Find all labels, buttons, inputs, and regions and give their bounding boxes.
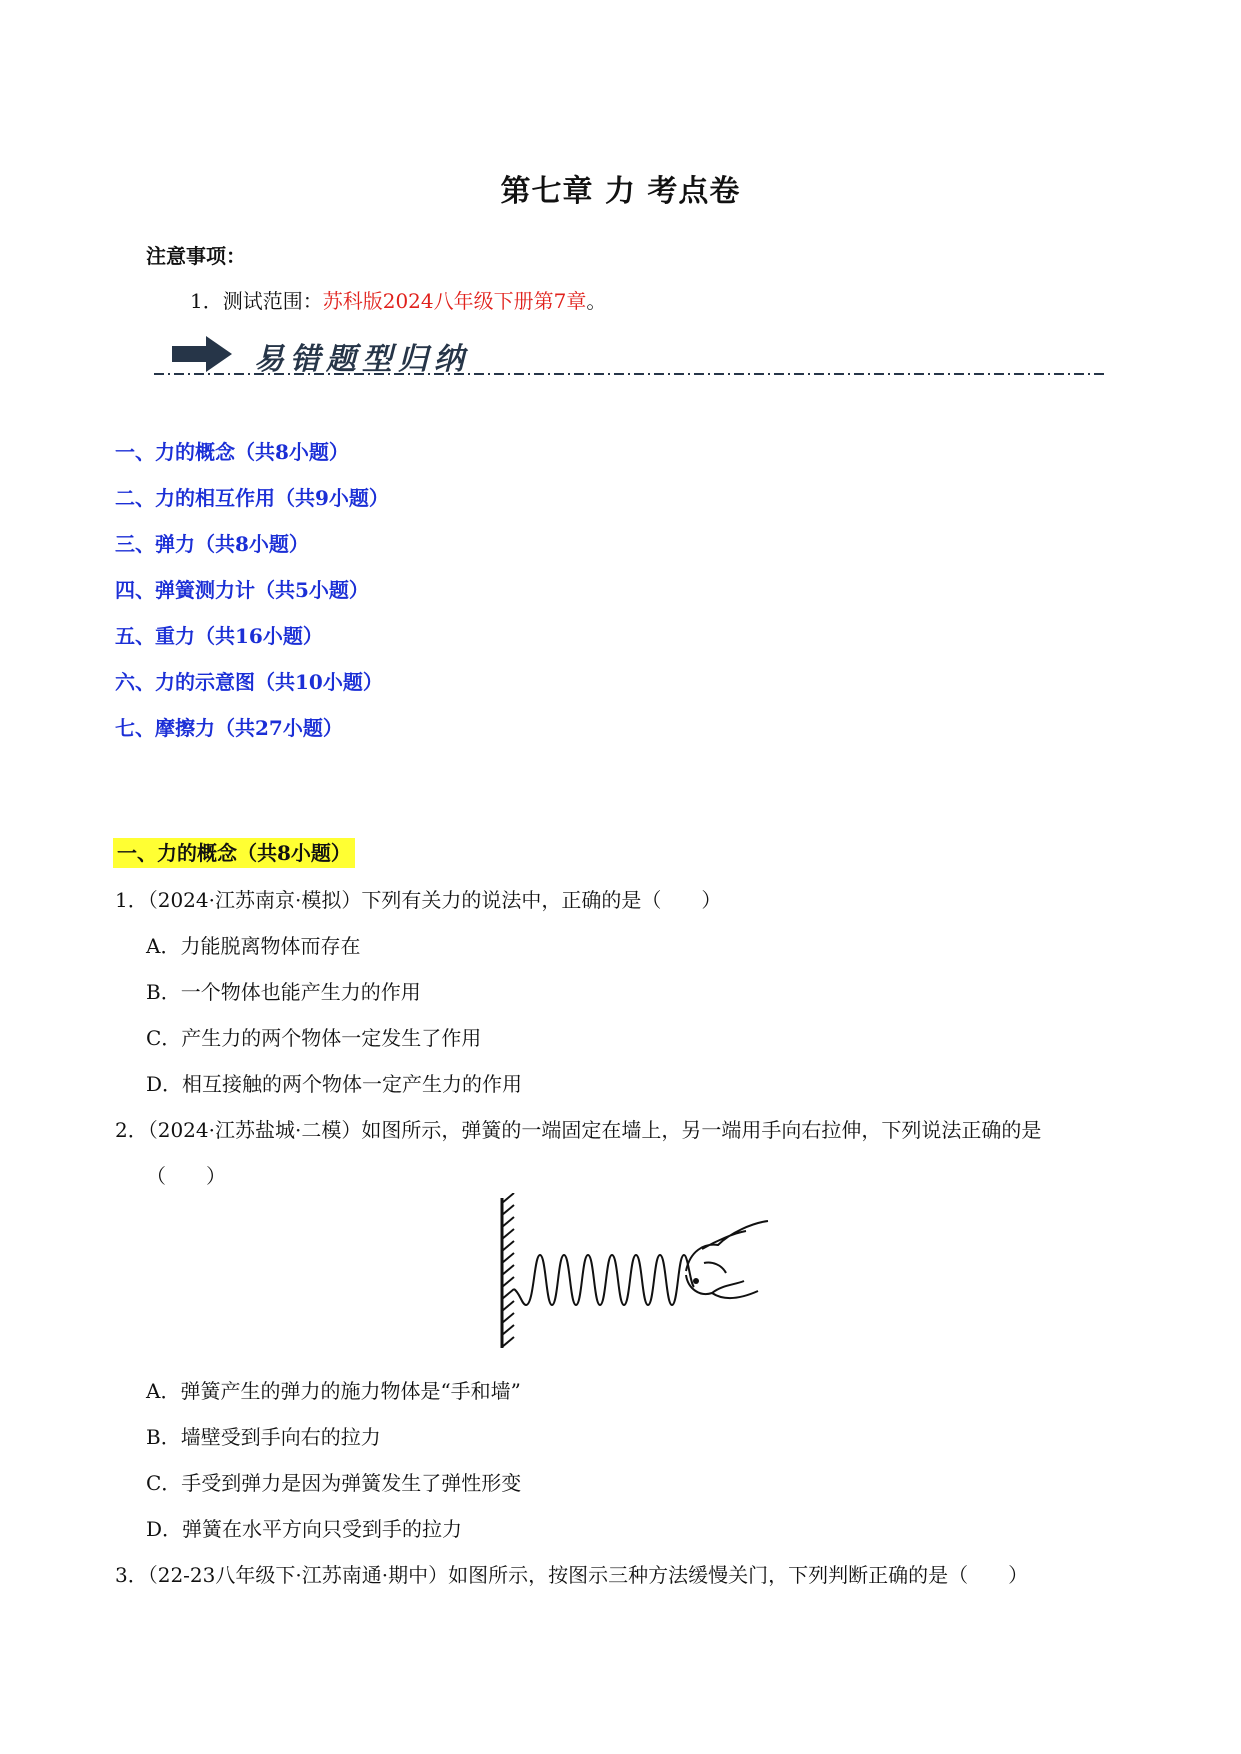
question-2-stem: 2．（2024·江苏盐城·二模）如图所示，弹簧的一端固定在墙上，另一端用手向右拉伸，下列说法正确的是 xyxy=(115,1118,1042,1142)
question-1-option-b: B．一个物体也能产生力的作用 xyxy=(146,980,421,1004)
notice-item-highlight: 苏科版2024八年级下册第7章 xyxy=(322,289,587,313)
notice-item-prefix: 1．测试范围： xyxy=(190,289,323,313)
question-1-option-c: C．产生力的两个物体一定发生了作用 xyxy=(146,1026,482,1050)
question-2-stem-cont: （ ） xyxy=(146,1164,226,1188)
question-2-option-b: B．墙壁受到手向右的拉力 xyxy=(146,1425,381,1449)
question-2-option-c: C．手受到弹力是因为弹簧发生了弹性形变 xyxy=(146,1471,522,1495)
toc-item-4[interactable]: 四、弹簧测力计（共5小题） xyxy=(115,578,369,602)
section-banner xyxy=(150,332,1110,382)
notice-heading: 注意事项： xyxy=(146,244,246,268)
toc-item-6[interactable]: 六、力的示意图（共10小题） xyxy=(115,670,383,694)
banner-title: 易错题型归纳 xyxy=(254,342,470,377)
question-2-option-a: A．弹簧产生的弹力的施力物体是“手和墙” xyxy=(146,1379,521,1403)
question-1-stem: 1．（2024·江苏南京·模拟）下列有关力的说法中，正确的是（ ） xyxy=(115,888,722,912)
toc-item-3[interactable]: 三、弹力（共8小题） xyxy=(115,532,309,556)
spring-wall-hand-icon xyxy=(490,1193,780,1353)
question-2-option-d: D．弹簧在水平方向只受到手的拉力 xyxy=(146,1517,463,1541)
notice-item-suffix: 。 xyxy=(586,289,607,313)
question-1-option-a: A．力能脱离物体而存在 xyxy=(146,934,361,958)
toc-item-2[interactable]: 二、力的相互作用（共9小题） xyxy=(115,486,389,510)
spring-figure xyxy=(490,1193,780,1353)
question-1-option-d: D．相互接触的两个物体一定产生力的作用 xyxy=(146,1072,523,1096)
notice-item xyxy=(190,285,606,314)
question-3-stem: 3．（22-23八年级下·江苏南通·期中）如图所示，按图示三种方法缓慢关门，下列判断正确的是（ ） xyxy=(115,1563,1029,1587)
page-title: 第七章 力 考点卷 xyxy=(500,174,741,209)
toc-item-1[interactable]: 一、力的概念（共8小题） xyxy=(115,440,349,464)
toc-item-7[interactable]: 七、摩擦力（共27小题） xyxy=(115,716,343,740)
section-heading: 一、力的概念（共8小题） xyxy=(113,838,355,868)
toc-item-5[interactable]: 五、重力（共16小题） xyxy=(115,624,323,648)
